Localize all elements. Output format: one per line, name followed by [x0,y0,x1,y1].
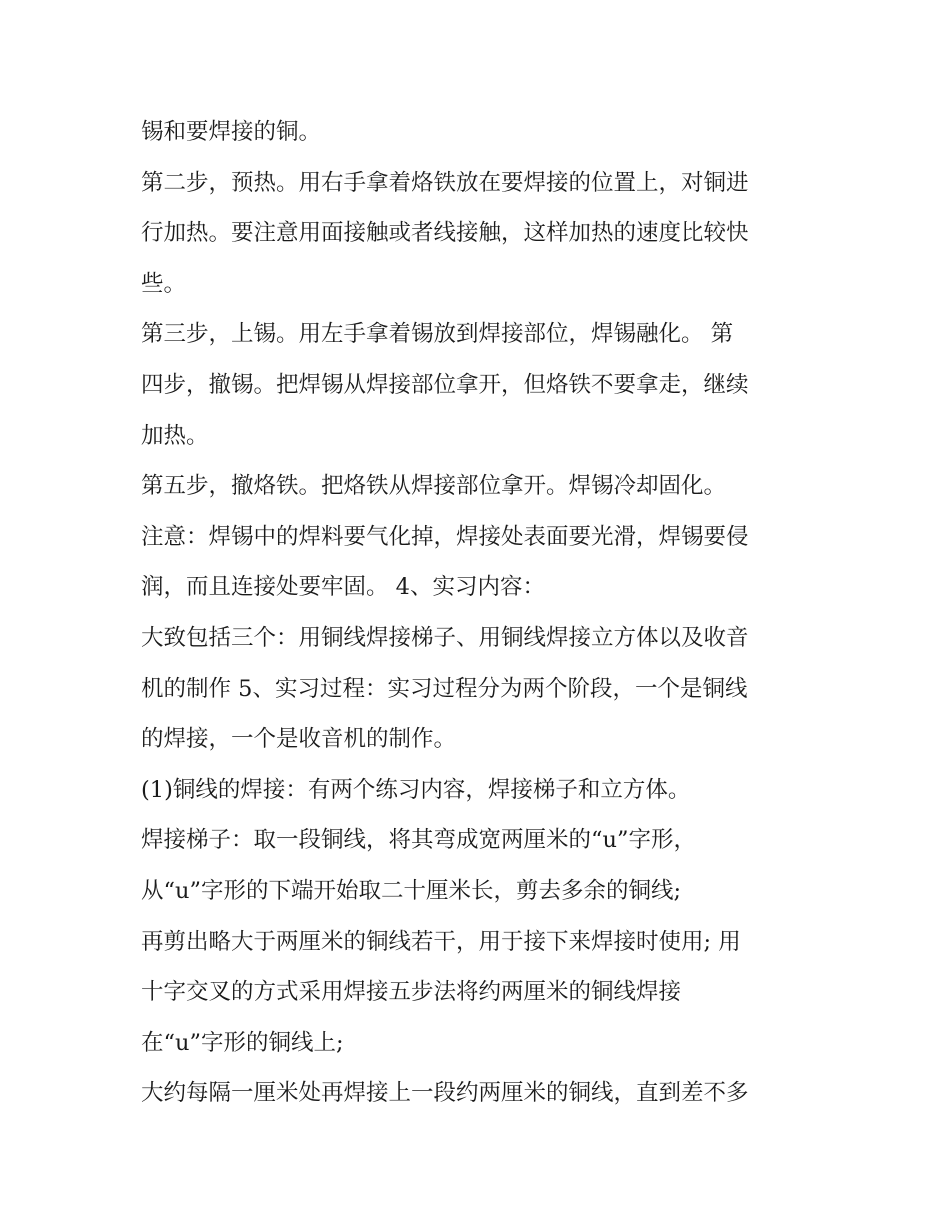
text-line: 锡和要焊接的铜。 [141,119,322,145]
text-line: 焊接梯子：取一段铜线，将其弯成宽两厘米的“u”字形， [141,827,696,854]
text-line: 的焊接，一个是收音机的制作。 [141,726,457,753]
text-line: 润，而且连接处要牢固。 4、实习内容： [141,574,545,601]
body-text [141,107,821,1119]
text-line: 从“u”字形的下端开始取二十厘米长，剪去多余的铜线; [141,877,682,904]
text-line: 些。 [141,270,187,297]
text-line: 注意：焊锡中的焊料要气化掉，焊接处表面要光滑，焊锡要侵 [141,523,749,550]
text-line: 第二步，预热。用右手拿着烙铁放在要焊接的位置上，对铜进 [141,169,749,196]
text-line: 再剪出略大于两厘米的铜线若干，用于接下来焊接时使用; 用 [141,928,741,955]
text-line: 在“u”字形的铜线上; [141,1029,344,1056]
text-line: 第三步，上锡。用左手拿着锡放到焊接部位，焊锡融化。 第 [141,321,734,348]
text-line: 机的制作 5、实习过程：实习过程分为两个阶段，一个是铜线 [141,675,748,702]
text-line: 大约每隔一厘米处再焊接上一段约两厘米的铜线，直到差不多 [141,1080,749,1107]
text-line: 第五步，撤烙铁。把烙铁从焊接部位拿开。焊锡冷却固化。 [141,473,727,500]
text-line: 大致包括三个：用铜线焊接梯子、用铜线焊接立方体以及收音 [141,624,749,651]
text-line: (1)铜线的焊接：有两个练习内容，焊接梯子和立方体。 [141,776,691,803]
text-line: 四步，撤锡。把焊锡从焊接部位拿开，但烙铁不要拿走，继续 [141,371,749,398]
text-line: 十字交叉的方式采用焊接五步法将约两厘米的铜线焊接 [141,979,682,1006]
text-line: 加热。 [141,422,209,449]
text-line: 行加热。要注意用面接触或者线接触，这样加热的速度比较快 [141,220,749,247]
